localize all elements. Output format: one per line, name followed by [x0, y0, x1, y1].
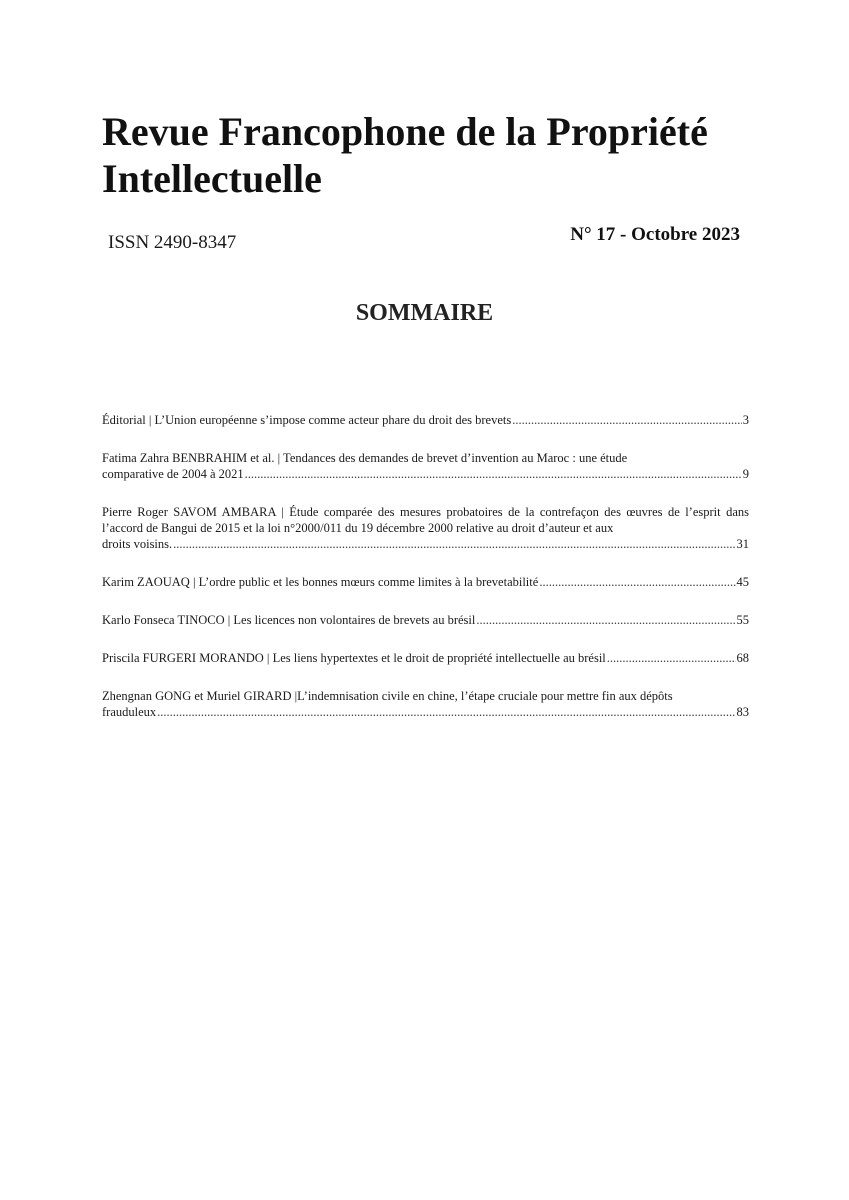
dot-leader — [607, 650, 736, 666]
toc-entry-line — [102, 574, 749, 590]
toc-page-number: 45 — [736, 575, 749, 589]
toc-entry-text: Karim ZAOUAQ | L’ordre public et les bonnes mœurs comme limites à la brevetabilité — [102, 575, 539, 589]
toc-page-number: 83 — [736, 705, 749, 719]
toc-page-number: 68 — [736, 651, 749, 665]
toc-entry-benbrahim[interactable] — [102, 450, 749, 482]
table-of-contents — [102, 412, 749, 742]
toc-entry-text: Priscila FURGERI MORANDO | Les liens hypertextes et le droit de propriété intellectuelle au brésil — [102, 651, 606, 665]
toc-entry-line — [102, 650, 749, 666]
toc-entry-line — [102, 704, 749, 720]
dot-leader — [512, 412, 742, 428]
toc-entry-gong-girard[interactable] — [102, 688, 749, 720]
dot-leader — [476, 612, 735, 628]
toc-entry-line — [102, 412, 749, 428]
toc-entry-line — [102, 466, 749, 482]
toc-page-number: 31 — [736, 537, 749, 551]
toc-entry-text: Fatima Zahra BENBRAHIM et al. | Tendances des demandes de brevet d’invention au Maroc : une étude — [102, 451, 628, 465]
toc-page-number: 9 — [742, 467, 749, 481]
dot-leader — [539, 574, 735, 590]
toc-page-number: 55 — [736, 613, 749, 627]
toc-heading: SOMMAIRE — [355, 300, 494, 326]
toc-entry-furgeri-morando[interactable] — [102, 650, 749, 666]
toc-page-number: 3 — [742, 413, 749, 427]
toc-entry-line — [102, 612, 749, 628]
toc-entry-text: comparative de 2004 à 2021 — [102, 467, 244, 481]
toc-entry-savom-ambara[interactable] — [102, 504, 749, 552]
journal-title: Revue Francophone de la Propriété Intellectuelle — [102, 109, 708, 201]
toc-entry-line — [102, 536, 749, 552]
toc-entry-text: Karlo Fonseca TINOCO | Les licences non volontaires de brevets au brésil — [102, 613, 476, 627]
toc-entry-zaouaq[interactable] — [102, 574, 749, 590]
toc-entry-tinoco[interactable] — [102, 612, 749, 628]
issue-number: N° 17 - Octobre 2023 — [570, 224, 740, 245]
toc-entry-text: Éditorial | L’Union européenne s’impose comme acteur phare du droit des brevets — [102, 413, 512, 427]
toc-entry-text: droits voisins. — [102, 537, 173, 551]
toc-entry-text: Zhengnan GONG et Muriel GIRARD |L’indemnisation civile en chine, l’étape cruciale pour mettre fin aux dépôts — [102, 689, 673, 703]
dot-leader — [157, 704, 735, 720]
issn-label: ISSN 2490-8347 — [108, 232, 237, 253]
toc-entry-text: Pierre Roger SAVOM AMBARA | Étude comparée des mesures probatoires de la contrefaçon des œuvres de l’esprit dans l’accord de Bangui de 2015 et la loi n°2000/011 du 19 décembre 2000 relative au droit d’auteur et aux — [102, 505, 749, 535]
dot-leader — [245, 466, 742, 482]
toc-entry-text: frauduleux — [102, 705, 157, 719]
dot-leader — [173, 536, 735, 552]
toc-entry-editorial[interactable] — [102, 412, 749, 428]
